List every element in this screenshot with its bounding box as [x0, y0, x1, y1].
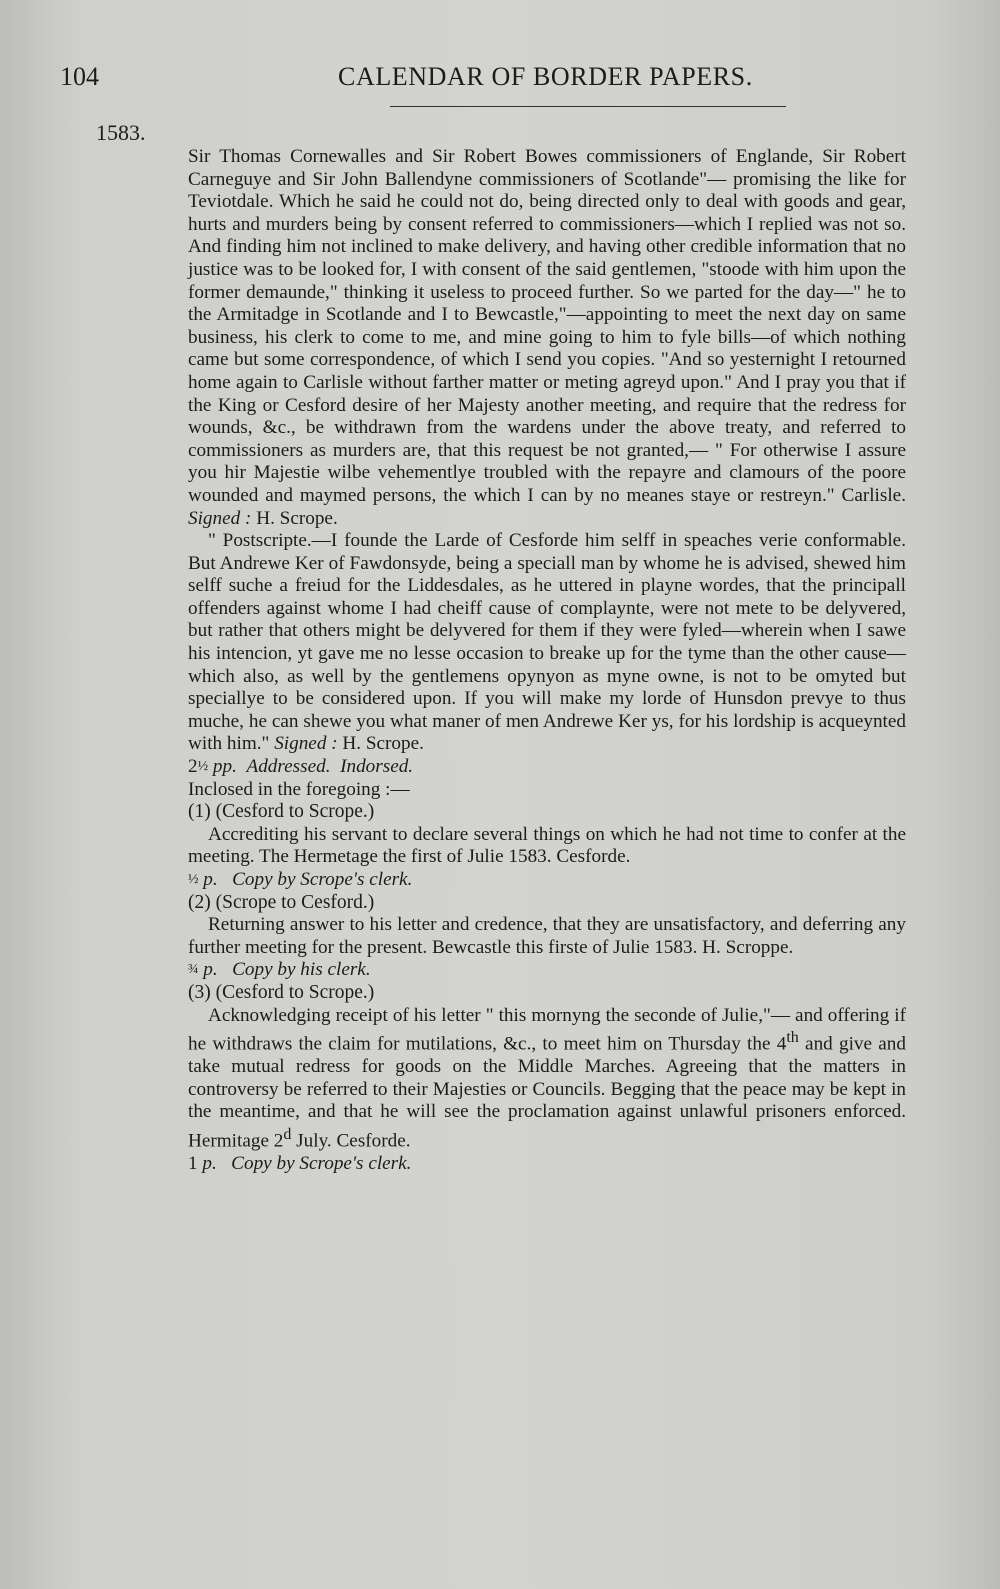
enclosure-text: [188, 1005, 906, 1153]
enclosure-text-part: July. Cesforde.: [291, 1130, 411, 1152]
copy-note: Copy by Scrope's clerk.: [232, 869, 413, 890]
page-count-unit: pp.: [212, 756, 237, 778]
signed-label: Signed :: [274, 733, 338, 755]
margin-year: 1583.: [96, 120, 146, 145]
size-unit: p.: [203, 869, 218, 890]
ordinal-suffix: th: [786, 1029, 799, 1047]
enclosure-heading: (3) (Cesford to Scrope.): [188, 981, 375, 1003]
paragraph-text: " Postscripte.—I founde the Larde of Cesforde him selff in speaches verie conformable. But Andrewe Ker of Fawdonsyde, being a speciall man by whome he is advised, shewed him selff suche a freiud for the Liddesdales, as he uttered in playne wordes, that the principall offenders against whome I had cheiff cause of complaynte, were not mete to be delyvered, but rather that others might be delyvered for them if they were fyled—wherein when I sawe his intencion, yt gave me no lesse occasion to breake up for the tyme than the other cause—which also, as well by the gentlemens opynyon as myne owne, is not to be omyted but speciallye to be considered upon. If you will make my lorde of Hunsdon prevye to thus muche, he can shewe you what maner of men Andrewe Ker ys, for his lordship is acqueynted with him.": [188, 530, 906, 755]
size-fraction: ½: [188, 872, 199, 887]
enclosure-text: Returning answer to his letter and credence, that they are unsatisfactory, and deferring any further meeting for the present. Bewcastle this firste of Julie 1583. H. Scroppe.: [188, 914, 906, 958]
enclosure-note: [188, 1153, 906, 1176]
document-note: [188, 756, 906, 779]
main-text: [188, 146, 906, 1176]
postscript-paragraph: [188, 530, 906, 756]
size-unit: p.: [203, 959, 218, 981]
paragraph: [188, 146, 906, 530]
page-count-whole: 2: [188, 756, 198, 778]
page-number: 104: [60, 62, 99, 91]
signed-label: Signed :: [188, 507, 252, 529]
enclosure-text-part: and give and take mutual redress for goods on the Middle Marches. Agreeing that the matters in controversy be referred to their Majesties or Councils. Begging that the peace may be kept in the meantime, and that he will see the proclamation against unlawful prisoners enforced. Hermitage 2: [188, 1033, 906, 1152]
indorsed-note: Indorsed.: [340, 756, 414, 778]
enclosure-note: [188, 959, 906, 982]
page-header: [60, 62, 940, 102]
copy-note: Copy by his clerk.: [232, 959, 371, 981]
signatory: H. Scrope.: [342, 733, 424, 755]
enclosure-heading: (1) (Cesford to Scrope.): [188, 801, 375, 823]
ordinal-suffix: d: [283, 1125, 292, 1143]
paragraph-text: Sir Thomas Cornewalles and Sir Robert Bowes commissioners of Englande, Sir Robert Carneguye and Sir John Ballendyne commissioners of Scotlande"— promising the like for Teviotdale. Which he said he could not do, being directed only to deal with goods and gear, hurts and murders being by consent referred to commissioners—which I replied was not so. And finding him not inclined to make delivery, and having other credible information that no justice was to be looked for, I with consent of the said gentlemen, "stoode with him upon the former demaunde," thinking it useless to proceed further. So we parted for the day—" he to the Armitadge in Scotlande and I to Bewcastle,"—appointing to meet the next day on same business, his clerk to come to me, and mine going to him to fyle bills—of which nothing came but some correspondence, of which I send you copies. "And so yesternight I retourned home again to Carlisle without farther matter or meting agreyd upon." And I pray you that if the King or Cesford desire of her Majesty another meeting, and require that the redress for wounds, &c., be withdrawn from the wardens under the above treaty, and referred to commissioners as murders are, that this request be not granted,— " For otherwise I assure you hir Majestie wilbe vehementlye troubled with the repayre and clamours of the poore wounded and maymed persons, the which I can by no meanes staye or restreyn." Carlisle.: [188, 146, 906, 506]
enclosure-text: Accrediting his servant to declare several things on which he had not time to confer at the meeting. The Hermetage the first of Julie 1583. Cesforde.: [188, 823, 906, 868]
inclosed-note: Inclosed in the foregoing :—: [188, 778, 410, 800]
enclosure-heading: (2) (Scrope to Cesford.): [188, 891, 375, 913]
size-number: 1: [188, 1152, 198, 1174]
addressed-note: Addressed.: [246, 756, 331, 778]
size-fraction: ¾: [188, 962, 199, 978]
size-unit: p.: [202, 1152, 217, 1174]
signatory: H. Scrope.: [256, 507, 338, 529]
enclosure-note: [188, 869, 906, 892]
enclosure-text-part: Acknowledging receipt of his letter " this mornyng the seconde of Julie,"— and offering if he withdraws the claim for mutilations, &c., to meet him on Thursday the 4: [188, 1004, 906, 1055]
copy-note: Copy by Scrope's clerk.: [231, 1152, 412, 1174]
running-head: CALENDAR OF BORDER PAPERS.: [338, 62, 753, 91]
header-rule: [390, 106, 786, 107]
page-count-fraction: ½: [197, 759, 209, 775]
